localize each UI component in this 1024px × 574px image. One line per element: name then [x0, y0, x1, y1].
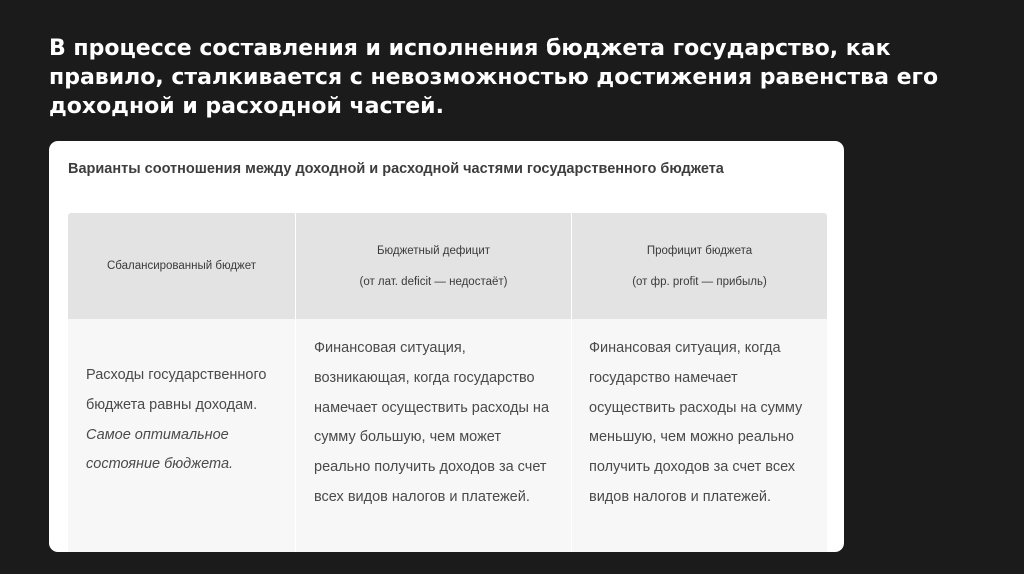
header-balanced-budget	[68, 213, 295, 319]
cell-text: Финансовая ситуация, когда государство намечает осуществить расходы на сумму меньшую, чем можно реально получить доходов за счет всех видов налогов и платежей.	[589, 340, 803, 505]
header-subtitle: (от фр. profit — прибыль)	[632, 275, 767, 288]
cell-text: Расходы государственного бюджета равны доходам.	[86, 367, 267, 413]
header-title: Сбалансированный бюджет	[106, 260, 257, 272]
budget-comparison-table	[68, 213, 827, 552]
cell-text: Финансовая ситуация, возникающая, когда государство намечает осуществить расходы на сумму большую, чем может реально получить доходов за счет всех видов налогов и платежей.	[314, 340, 550, 505]
header-budget-surplus	[572, 213, 827, 319]
cell-budget-surplus	[589, 334, 817, 513]
cell-italic-note: Самое оптимальное состояние бюджета.	[86, 426, 234, 473]
budget-table-card	[49, 141, 844, 552]
header-budget-deficit	[296, 213, 571, 319]
table-caption: Варианты соотношения между доходной и расходной частями государственного бюджета	[68, 161, 724, 177]
header-title: Профицит бюджета	[646, 244, 753, 257]
slide-title: В процессе составления и исполнения бюджета государство, как правило, сталкивается с невозможностью достижения равенства его доходной и расходной частей.	[49, 36, 939, 119]
cell-balanced-budget	[86, 361, 276, 480]
header-subtitle: (от лат. deficit — недостаёт)	[359, 275, 508, 288]
header-title: Бюджетный дефицит	[376, 244, 491, 257]
cell-budget-deficit	[314, 334, 554, 513]
